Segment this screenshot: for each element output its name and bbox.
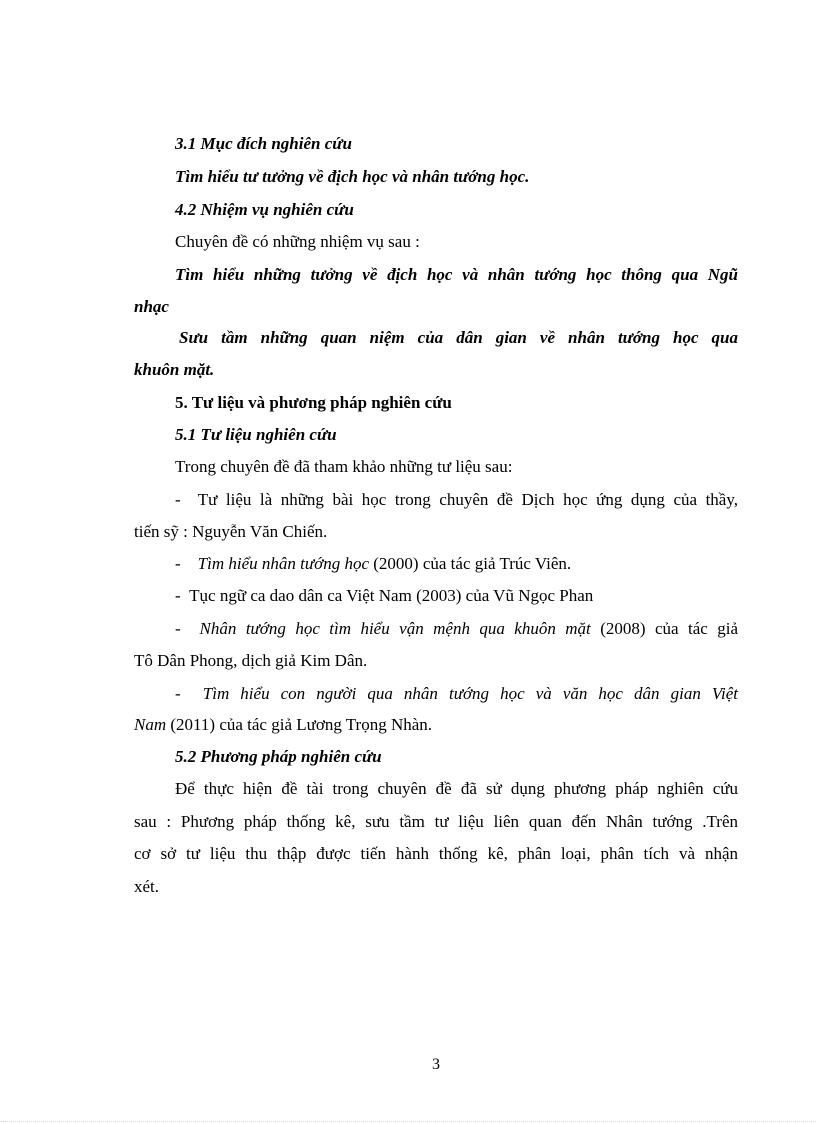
reference-title-cont: Nam: [134, 715, 167, 734]
task-1-line-1: Tìm hiểu những tưởng về địch học và nhân tướng học thông qua Ngũ: [175, 265, 738, 284]
reference-text: Tư liệu là những bài học trong chuyên đề Dịch học ứng dụng của thầy,: [197, 490, 738, 509]
reference-text: (2000) của tác giả Trúc Viên.: [369, 554, 572, 573]
page-bottom-rule: [0, 1121, 816, 1122]
heading-4-2: 4.2 Nhiệm vụ nghiên cứu: [175, 200, 354, 219]
task-2-line-1: Sưu tầm những quan niệm của dân gian về nhân tướng học qua: [179, 328, 738, 347]
reference-item-4-line-2: Tô Dân Phong, dịch giả Kim Dân.: [134, 651, 368, 670]
references-intro: Trong chuyên đề đã tham khảo những tư liệu sau:: [175, 457, 513, 476]
reference-item-4: [175, 618, 738, 640]
reference-item-2: [175, 553, 571, 575]
method-line-2: sau : Phương pháp thống kê, sưu tầm tư liệu liên quan đến Nhân tướng .Trên: [134, 812, 738, 831]
reference-text: Tục ngữ ca dao dân ca Việt Nam (2003) của Vũ Ngọc Phan: [189, 586, 594, 605]
reference-title: Tìm hiểu con người qua nhân tướng học và văn học dân gian Việt: [202, 684, 738, 703]
heading-3-1: 3.1 Mục đích nghiên cứu: [175, 134, 352, 153]
reference-item-5-line-2: [134, 714, 432, 736]
task-2-line-2: khuôn mặt.: [134, 360, 215, 379]
goal-text: Tìm hiểu tư tưởng về địch học và nhân tướng học.: [175, 167, 530, 186]
page-number: 3: [432, 1056, 440, 1073]
heading-5-1: 5.1 Tư liệu nghiên cứu: [175, 425, 337, 444]
heading-5-2: 5.2 Phương pháp nghiên cứu: [175, 747, 382, 766]
dash-bullet: -: [175, 619, 181, 638]
reference-item-3: [175, 585, 593, 607]
reference-text: (2008) của tác giả: [590, 619, 739, 638]
reference-title: Nhân tướng học tìm hiểu vận mệnh qua khuôn mặt: [199, 619, 591, 638]
method-line-3: cơ sở tư liệu thu thập được tiến hành thống kê, phân loại, phân tích và nhận: [134, 844, 738, 863]
reference-title: Tìm hiểu nhân tướng học: [197, 554, 370, 573]
tasks-intro: Chuyên đề có những nhiệm vụ sau :: [175, 232, 420, 251]
reference-text: (2011) của tác giả Lương Trọng Nhàn.: [166, 715, 433, 734]
task-1-line-2: nhạc: [134, 297, 169, 316]
heading-5: 5. Tư liệu và phương pháp nghiên cứu: [175, 393, 452, 412]
dash-bullet: -: [175, 554, 181, 573]
reference-item-1-line-2: tiến sỹ : Nguyễn Văn Chiến.: [134, 522, 328, 541]
dash-bullet: -: [175, 684, 181, 703]
method-line-1: Để thực hiện đề tài trong chuyên đề đã sử dụng phương pháp nghiên cứu: [175, 779, 738, 798]
dash-bullet: -: [175, 586, 181, 605]
method-line-4: xét.: [134, 877, 160, 896]
reference-item-1: [175, 489, 738, 511]
dash-bullet: -: [175, 490, 181, 509]
reference-item-5: [175, 683, 738, 705]
